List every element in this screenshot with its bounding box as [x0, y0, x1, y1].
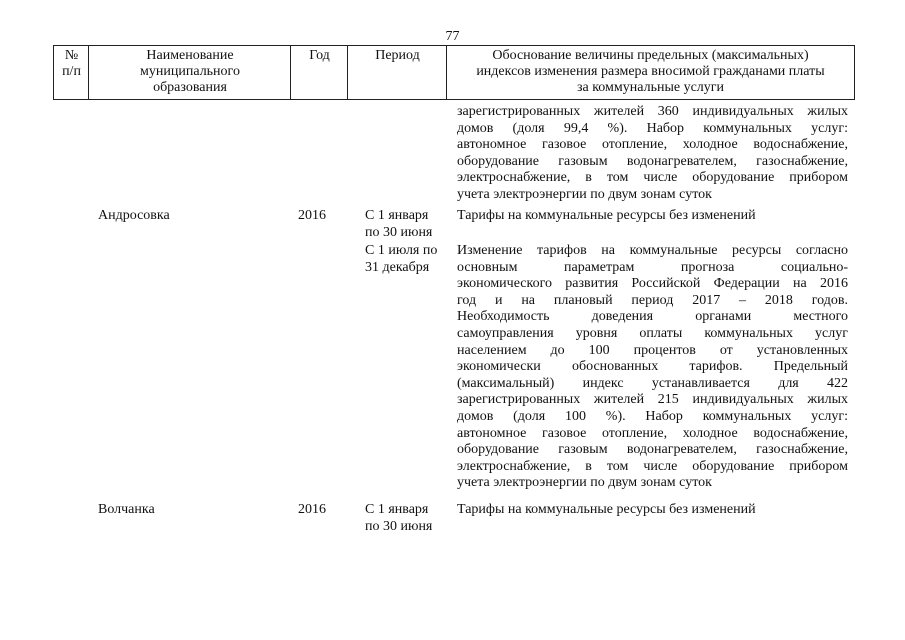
text-line: автономное газовое отопление, холодное водоснабжение,	[457, 425, 848, 441]
row-year: 2016	[298, 502, 326, 517]
row-period: С 1 января по 30 июня	[365, 502, 433, 534]
text-line: учета электроэнергии по двум зонам суток	[457, 475, 712, 491]
row-justification	[457, 208, 848, 225]
header-justification: Обоснование величины предельных (максимальных) индексов изменения размера вносимой гражданами платы за коммунальные услуги	[446, 45, 855, 100]
row-municipality: Андросовка	[98, 208, 170, 223]
text-line: учета электроэнергии по двум зонам суток	[457, 186, 712, 202]
text-line: домов (доля 99,4 %). Набор коммунальных услуг:	[457, 120, 848, 136]
row-justification	[457, 502, 848, 519]
row-justification	[457, 243, 848, 492]
row-period: С 1 января по 30 июня	[365, 208, 433, 240]
row-year: 2016	[298, 208, 326, 223]
text-line: Необходимость доведения органами местного	[457, 309, 848, 325]
text-line: автономное газовое отопление, холодное водоснабжение,	[457, 137, 848, 153]
text-line: Изменение тарифов на коммунальные ресурсы согласно	[457, 243, 848, 258]
text-line: год и на плановый период 2017 – 2018 годов.	[457, 292, 848, 308]
text-line: оборудование газовым водонагревателем, газоснабжение,	[457, 153, 848, 169]
text-line: самоуправления уровня оплаты коммунальных услуг	[457, 325, 848, 341]
text-line: электроснабжение, в том числе оборудование прибором	[457, 458, 848, 474]
text-line: экономического развития Российской Федерации на 2016	[457, 276, 848, 292]
header-year: Год	[290, 45, 348, 100]
row-period: С 1 июля по 31 декабря	[365, 243, 438, 275]
header-number: № п/п	[53, 45, 89, 100]
header-period: Период	[347, 45, 447, 100]
text-line: зарегистрированных жителей 360 индивидуальных жилых	[457, 104, 848, 119]
text-line: (максимальный) индекс устанавливается для 422	[457, 375, 848, 391]
text-line: Тарифы на коммунальные ресурсы без изменений	[457, 208, 756, 223]
text-line: электроснабжение, в том числе оборудование прибором	[457, 170, 848, 186]
text-line: оборудование газовым водонагревателем, газоснабжение,	[457, 442, 848, 458]
text-line: основным параметрам прогноза социально-	[457, 259, 848, 275]
text-line: домов (доля 100 %). Набор коммунальных услуг:	[457, 408, 848, 424]
row-municipality: Волчанка	[98, 502, 155, 517]
page-number: 77	[445, 29, 460, 44]
text-line: зарегистрированных жителей 215 индивидуальных жилых	[457, 392, 848, 408]
text-line: Тарифы на коммунальные ресурсы без изменений	[457, 502, 756, 517]
header-municipality: Наименование муниципального образования	[88, 45, 291, 100]
continuation-text	[457, 104, 848, 204]
text-line: экономически обоснованных тарифов. Предельный	[457, 359, 848, 375]
text-line: населением до 100 процентов от установленных	[457, 342, 848, 358]
